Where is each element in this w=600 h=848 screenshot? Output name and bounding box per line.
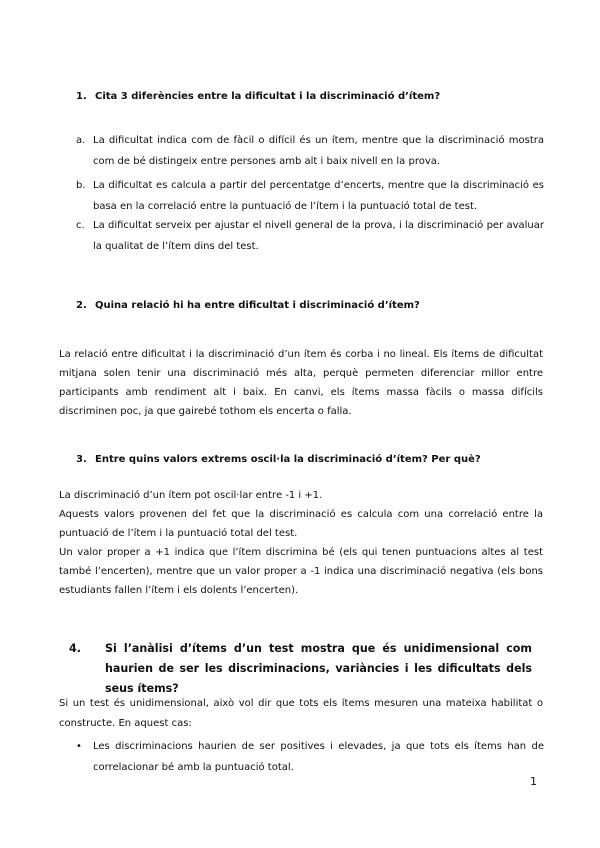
question-4-heading: [69, 639, 532, 699]
question-text: Quina relació hi ha entre dificultat i discriminació d’ítem?: [95, 300, 420, 311]
answer-block: [59, 486, 543, 600]
question-text: Cita 3 diferències entre la dificultat i la discriminació d’ítem?: [95, 91, 441, 102]
list-marker: a.: [76, 135, 86, 146]
bullet-item: [76, 736, 544, 778]
list-marker: c.: [76, 220, 85, 231]
question-3-heading: [76, 452, 481, 468]
answer-line: La discriminació d’un ítem pot oscil·lar entre -1 i +1.: [59, 490, 323, 501]
list-marker: b.: [76, 180, 86, 191]
list-item: [76, 215, 544, 257]
list-item-text: La dificultat indica com de fàcil o difícil és un ítem, mentre que la discriminació mostra com de bé distingeix entre persones amb alt i baix nivell en la prova.: [93, 135, 544, 167]
answer-paragraph: La relació entre dificultat i la discriminació d’un ítem és corba i no lineal. Els ítems de dificultat mitjana solen tenir una discriminació més alta, perquè permeten diferenciar millor entre participants amb rendiment alt i baix. En canvi, els ítems massa fàcils o massa difícils discriminen poc, ja que gairebé tothom els encerta o falla.: [59, 349, 543, 417]
question-1-heading: [76, 89, 440, 105]
question-number: 3.: [76, 454, 87, 465]
question-number: 2.: [76, 300, 87, 311]
answer-line: Un valor proper a +1 indica que l’ítem discrimina bé (els qui tenen puntuacions altes al test també l’encerten), mentre que un valor proper a -1 indica una discriminació negativa (els bons estudiants fallen l’ítem i els dolents l’encerten).: [59, 547, 543, 596]
bullet-item-text: Les discriminacions haurien de ser positives i elevades, ja que tots els ítems han de correlacionar bé amb la puntuació total.: [93, 741, 544, 773]
answer-line: Aquests valors provenen del fet que la discriminació es calcula com una correlació entre la puntuació de l’ítem i la puntuació total del test.: [59, 509, 543, 539]
answer-intro: Si un test és unidimensional, això vol dir que tots els ítems mesuren una mateixa habilitat o constructe. En aquest cas:: [59, 698, 543, 729]
bullet-marker: •: [76, 741, 82, 752]
page-number: 1: [530, 775, 537, 788]
list-item: [76, 130, 544, 172]
question-2-heading: [76, 298, 420, 314]
question-text: Si l’anàlisi d’ítems d’un test mostra que és unidimensional com haurien de ser les discriminacions, variàncies i les dificultats dels seus ítems?: [105, 642, 532, 695]
list-item-text: La dificultat serveix per ajustar el nivell general de la prova, i la discriminació per avaluar la qualitat de l’ítem dins del test.: [93, 220, 544, 252]
question-text: Entre quins valors extrems oscil·la la discriminació d’ítem? Per què?: [95, 454, 481, 465]
question-number: 4.: [69, 642, 81, 655]
list-item-text: La dificultat es calcula a partir del percentatge d’encerts, mentre que la discriminació es basa en la correlació entre la puntuació de l’ítem i la puntuació total de test.: [93, 180, 544, 212]
list-item: [76, 175, 544, 217]
question-number: 1.: [76, 91, 87, 102]
